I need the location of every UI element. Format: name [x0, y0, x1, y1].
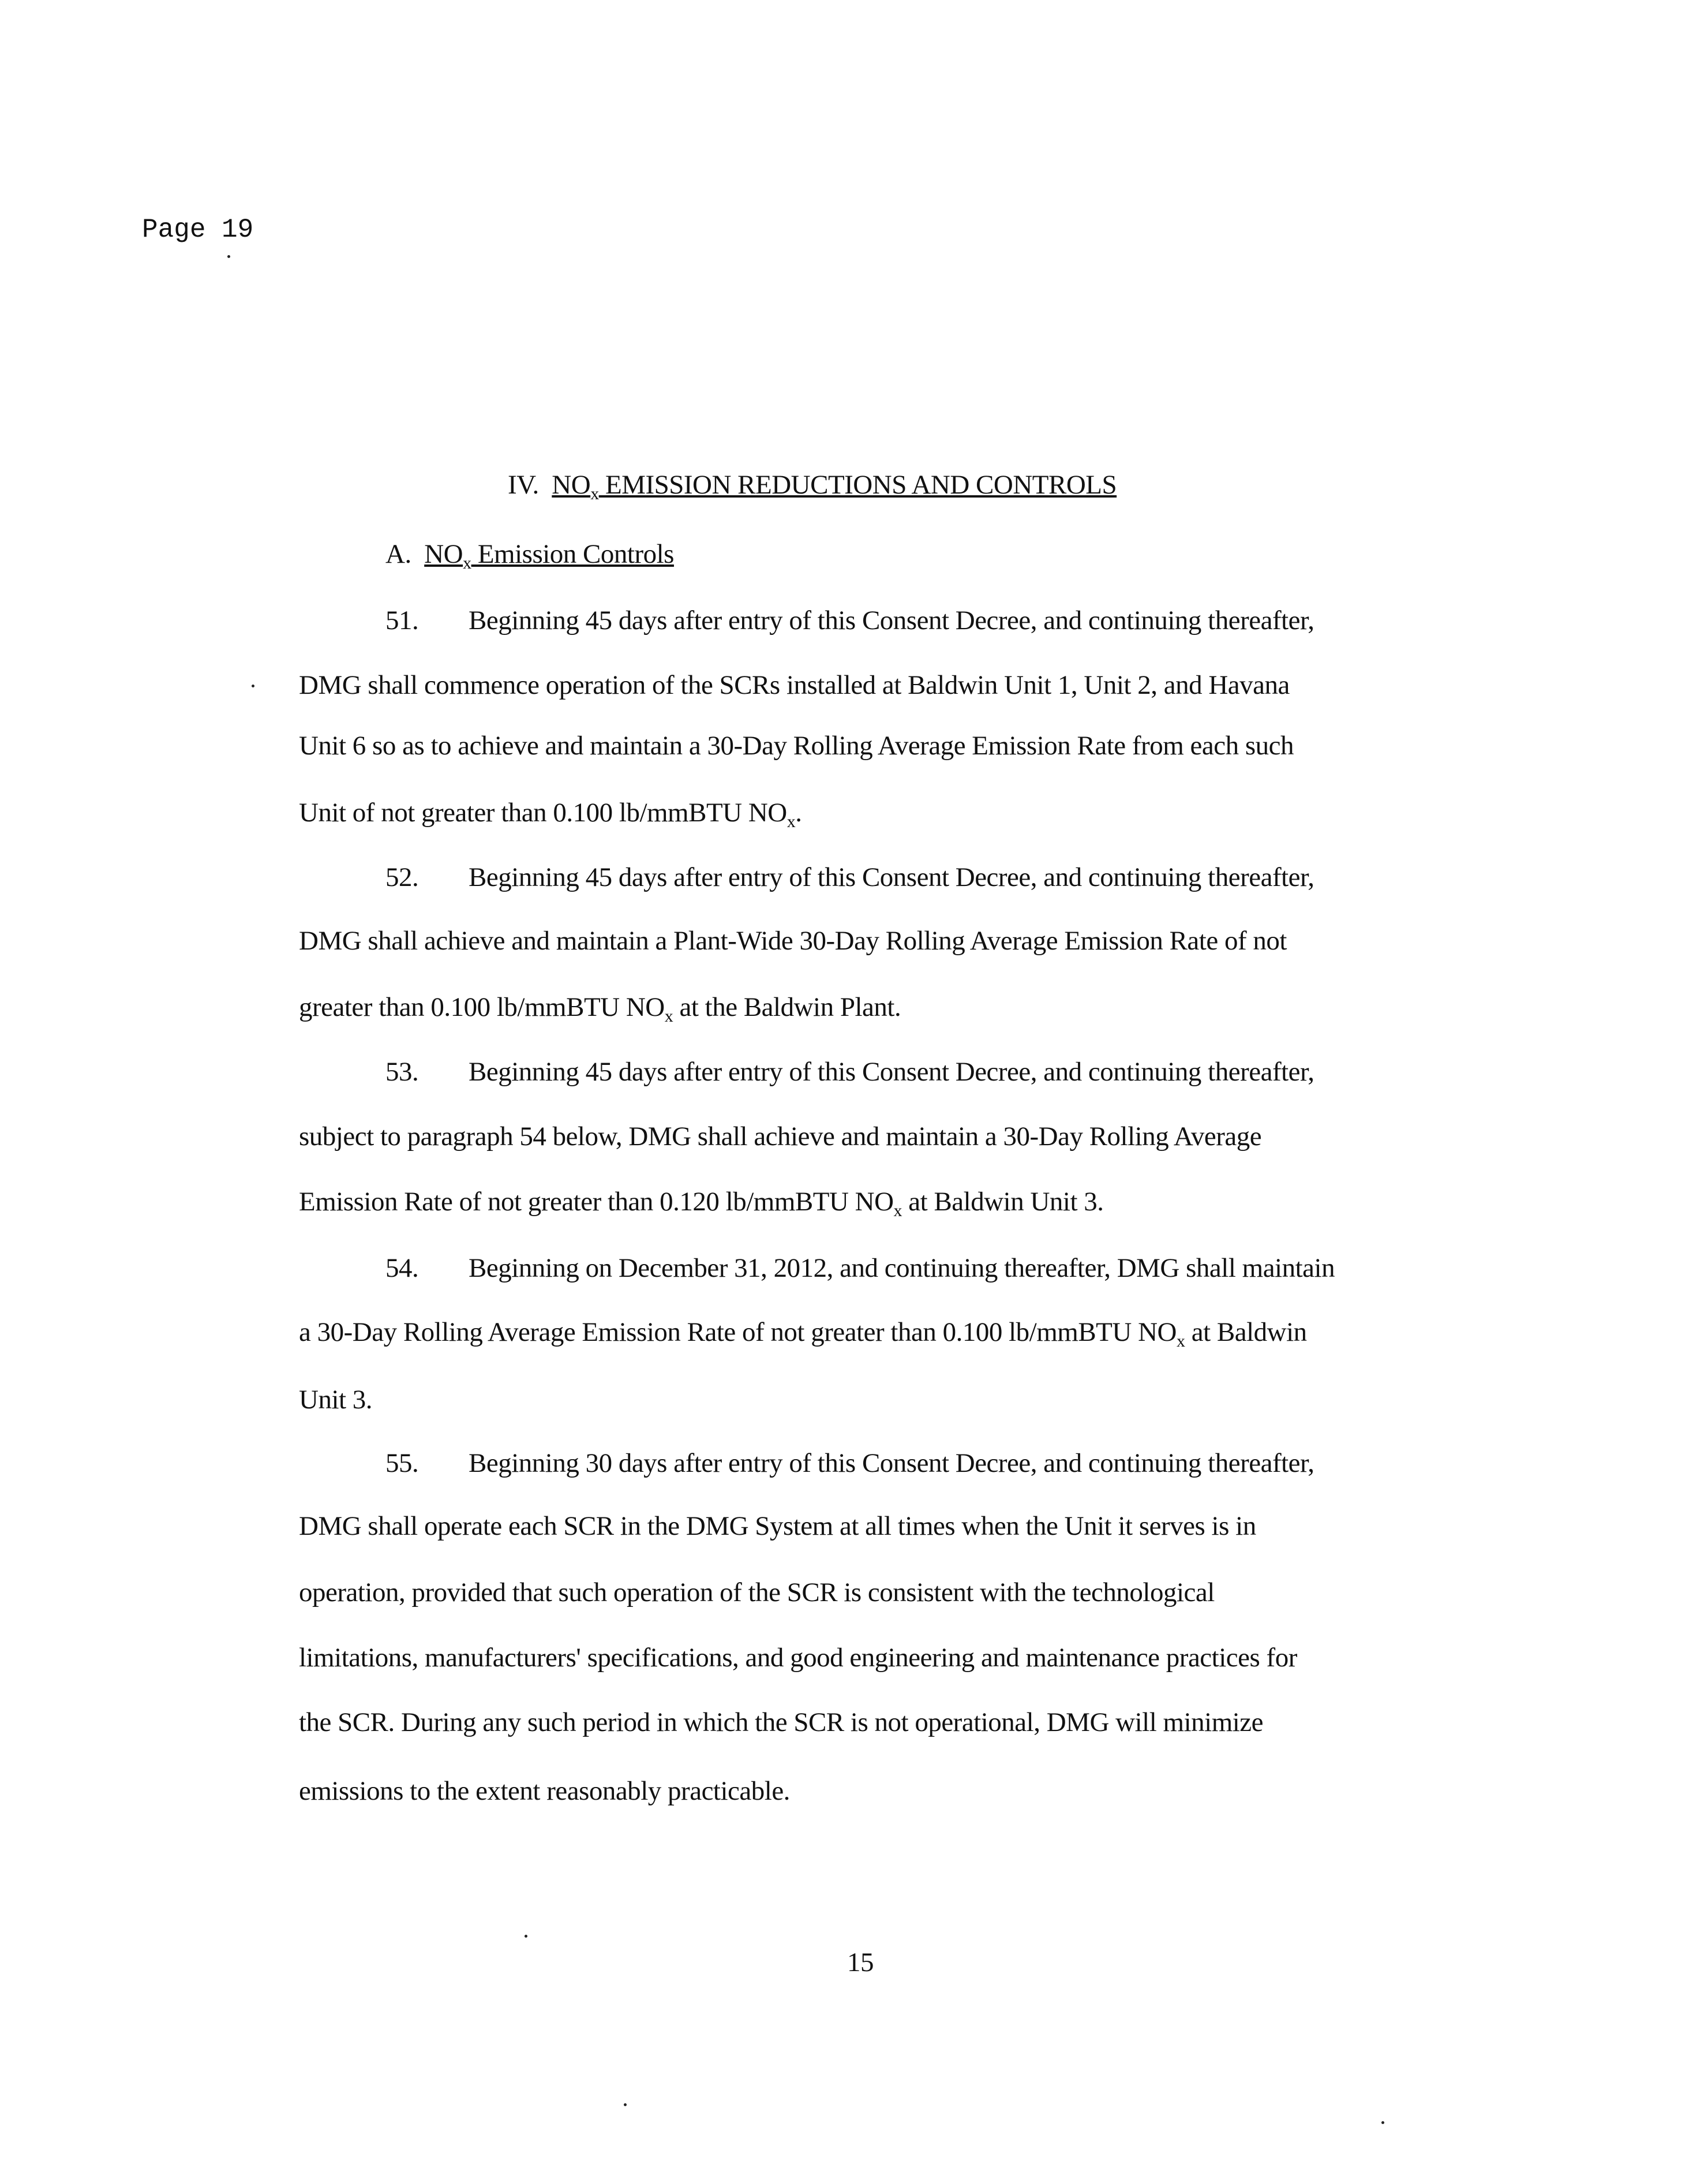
paragraph-number: 55. — [385, 1448, 419, 1478]
subheading-letter: A. — [385, 539, 411, 569]
line-text: DMG shall operate each SCR in the DMG System at all times when the Unit it serves is in — [299, 1511, 1256, 1541]
paragraph-55-line — [299, 1774, 790, 1808]
line-text: emissions to the extent reasonably practicable. — [299, 1776, 790, 1806]
paragraph-52-line — [299, 990, 901, 1025]
page-number: 15 — [847, 1947, 874, 1977]
scan-speck — [252, 685, 254, 687]
scan-speck — [525, 1935, 527, 1938]
paragraph-55-line — [385, 1446, 1314, 1480]
paragraph-52-line — [385, 860, 1314, 895]
subscript-text: x — [1176, 1332, 1185, 1351]
paragraph-53-line — [299, 1119, 1261, 1154]
line-text: Beginning 30 days after entry of this Consent Decree, and continuing thereafter, — [469, 1448, 1314, 1478]
paragraph-51-line — [299, 795, 802, 830]
line-text: Beginning 45 days after entry of this Consent Decree, and continuing thereafter, — [469, 605, 1314, 635]
scan-speck — [624, 2103, 627, 2106]
line-text: Unit of not greater than 0.100 lb/mmBTU NO — [299, 798, 787, 828]
line-text: Emission Rate of not greater than 0.120 lb/mmBTU NO — [299, 1187, 894, 1217]
subheading-title: $NO_x$ Emission Controls — [424, 539, 674, 573]
paragraph-51-line — [299, 728, 1294, 763]
line-text: at Baldwin Unit 3. — [902, 1187, 1104, 1217]
line-text: Beginning 45 days after entry of this Consent Decree, and continuing thereafter, — [469, 1057, 1314, 1087]
line-text: DMG shall achieve and maintain a Plant-Wide 30-Day Rolling Average Emission Rate of not — [299, 926, 1287, 956]
line-text: a 30-Day Rolling Average Emission Rate of not greater than 0.100 lb/mmBTU NO — [299, 1317, 1177, 1347]
line-text: Beginning on December 31, 2012, and continuing thereafter, DMG shall maintain — [469, 1253, 1335, 1283]
scan-speck — [1381, 2121, 1384, 2124]
paragraph-number: 54. — [385, 1253, 419, 1283]
scan-speck — [227, 255, 230, 258]
paragraph-52-line — [299, 924, 1287, 958]
section-heading — [508, 468, 1117, 502]
line-text: DMG shall commence operation of the SCRs installed at Baldwin Unit 1, Unit 2, and Havana — [299, 670, 1290, 700]
subscript-text: x — [893, 1201, 902, 1220]
paragraph-51-line — [299, 668, 1290, 702]
paragraph-53-line — [385, 1055, 1314, 1089]
paragraph-number: 53. — [385, 1057, 419, 1087]
section-title: $NO_x$ EMISSION REDUCTIONS AND CONTROLS — [552, 470, 1117, 503]
subscript-text: x — [664, 1007, 673, 1026]
section-number: IV. — [508, 470, 539, 500]
page-label: Page 19 — [142, 215, 254, 245]
paragraph-number: 51. — [385, 605, 419, 635]
paragraph-51-line — [385, 603, 1314, 638]
paragraph-55-line — [299, 1705, 1263, 1740]
line-text: the SCR. During any such period in which the SCR is not operational, DMG will minimize — [299, 1707, 1264, 1737]
paragraph-55-line — [299, 1575, 1215, 1610]
line-text: greater than 0.100 lb/mmBTU NO — [299, 992, 665, 1022]
subscript-text: x — [786, 812, 796, 831]
line-text: Unit 3. — [299, 1385, 373, 1415]
line-text: Beginning 45 days after entry of this Consent Decree, and continuing thereafter, — [469, 862, 1314, 892]
line-text: . — [795, 798, 802, 828]
paragraph-number: 52. — [385, 862, 419, 892]
line-text: at the Baldwin Plant. — [673, 992, 901, 1022]
paragraph-54-line — [299, 1315, 1307, 1349]
paragraph-54-line — [385, 1251, 1335, 1285]
line-text: limitations, manufacturers' specifications, and good engineering and maintenance practices for — [299, 1643, 1297, 1673]
line-text: at Baldwin — [1185, 1317, 1307, 1347]
paragraph-53-line — [299, 1184, 1104, 1219]
paragraph-55-line — [299, 1509, 1256, 1543]
line-text: subject to paragraph 54 below, DMG shall achieve and maintain a 30-Day Rolling Average — [299, 1121, 1262, 1151]
line-text: operation, provided that such operation of the SCR is consistent with the technological — [299, 1577, 1215, 1607]
paragraph-54-line — [299, 1382, 372, 1417]
line-text: Unit 6 so as to achieve and maintain a 30-Day Rolling Average Emission Rate from each such — [299, 731, 1294, 761]
paragraph-55-line — [299, 1640, 1297, 1675]
subheading — [385, 537, 674, 571]
